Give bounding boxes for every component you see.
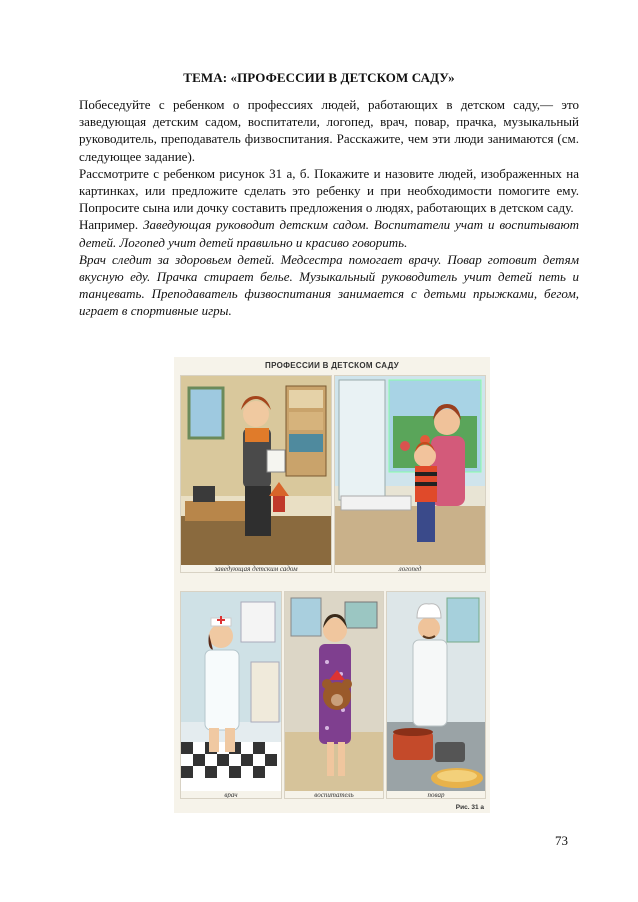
paragraph-4-examples: Врач следит за здоровьем детей. Медсестра помогает врачу. Повар готовит детям вкусную еду. Прачка стирает белье. Музыкальный руководитель учит детей петь и танцевать. Преподаватель физвоспитания занимается с детьми прыжками, бегом, играет в спортивные игры. <box>79 251 579 319</box>
head-of-kindergarten-illustration <box>181 376 331 572</box>
professions-illustration <box>174 357 490 813</box>
panel-head <box>180 375 332 573</box>
caption-speech: логопед <box>335 565 485 573</box>
caption-cook: повар <box>387 791 485 799</box>
cook-illustration <box>387 592 485 798</box>
caption-head: заведующая детским садом <box>181 565 331 573</box>
speech-therapist-illustration <box>335 376 485 572</box>
page-title: ТЕМА: «ПРОФЕССИИ В ДЕТСКОМ САДУ» <box>183 70 455 85</box>
doctor-illustration <box>181 592 281 798</box>
teacher-illustration <box>285 592 383 798</box>
panel-doctor <box>180 591 282 799</box>
panel-teacher <box>284 591 384 799</box>
panel-cook <box>386 591 486 799</box>
paragraph-2: Рассмотрите с ребенком рисунок 31 а, б. Покажите и назовите людей, изображенных на картинках, или предложите сделать это ребенку и при необходимости помогите ему. Попросите сына или дочку составить предложения о людях, работающих в детском саду. <box>79 165 579 216</box>
caption-teacher: воспитатель <box>285 791 383 799</box>
page-number: 73 <box>555 833 568 848</box>
body-text <box>79 96 579 320</box>
figure-label: Рис. 31 а <box>455 804 484 811</box>
paragraph-4 <box>79 251 579 320</box>
paragraph-3 <box>79 216 579 250</box>
panel-speech <box>334 375 486 573</box>
paragraph-3-examples: Заведующая руководит детским садом. Воспитатели учат и воспитывают детей. Логопед учит детей правильно и красиво говорить. <box>79 217 579 250</box>
caption-doctor: врач <box>181 791 281 799</box>
paragraph-3-lead: Например. <box>79 217 139 233</box>
paragraph-1: Побеседуйте с ребенком о профессиях людей, работающих в детском саду,— это заведующая детским садом, воспитатели, логопед, врач, повар, прачка, музыкальный руководитель, преподаватель физвоспитания. Расскажите, чем эти люди занимаются (см. следующее задание). <box>79 97 579 164</box>
figure-title: ПРОФЕССИИ В ДЕТСКОМ САДУ <box>265 361 399 370</box>
